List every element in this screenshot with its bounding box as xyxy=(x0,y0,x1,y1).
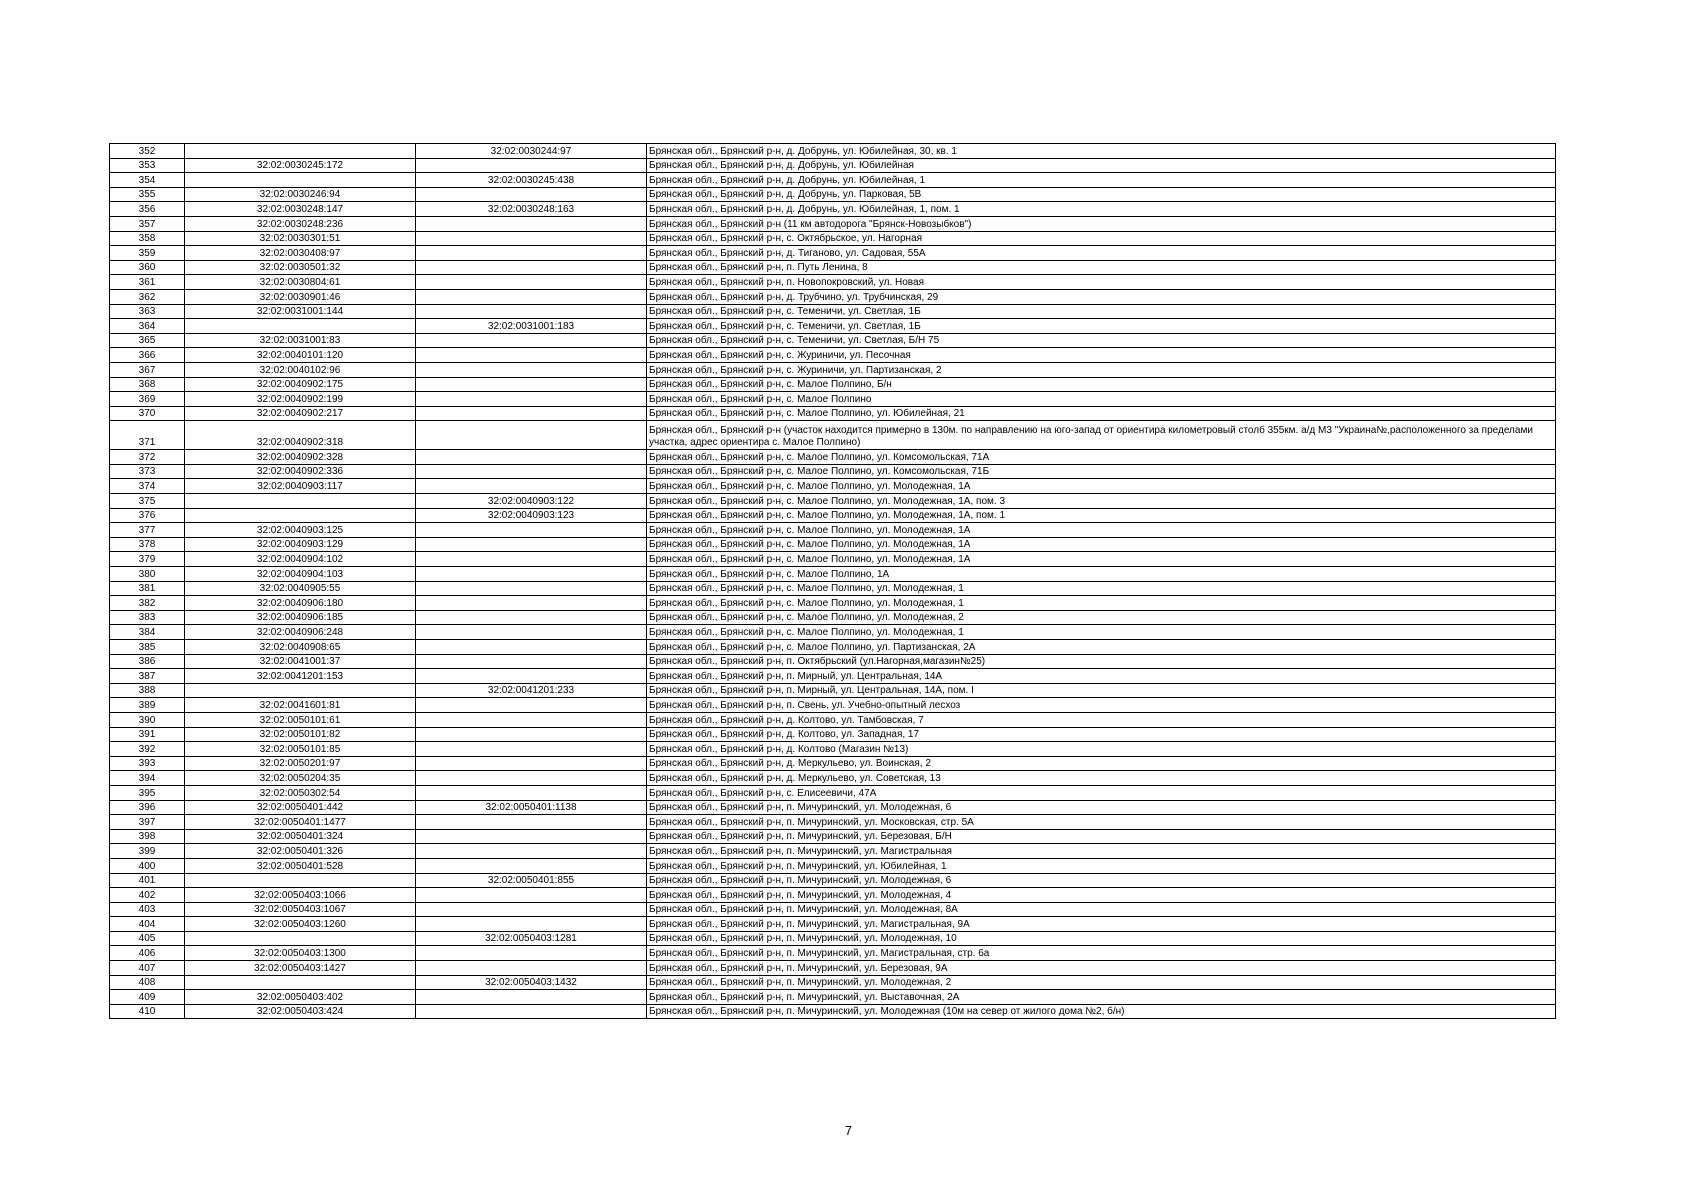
address-cell: Брянская обл., Брянский р-н, п. Мичуринский, ул. Магистральная xyxy=(647,844,1556,859)
table-row xyxy=(110,844,1556,859)
row-number-cell: 410 xyxy=(110,1004,185,1019)
address-cell: Брянская обл., Брянский р-н, с. Малое Полпино, ул. Молодежная, 1А, пом. 1 xyxy=(647,508,1556,523)
row-number-cell: 360 xyxy=(110,260,185,275)
table-row xyxy=(110,552,1556,567)
building-cadastral-number-cell xyxy=(416,260,647,275)
address-cell: Брянская обл., Брянский р-н, с. Октябрьское, ул. Нагорная xyxy=(647,231,1556,246)
land-cadastral-number-cell xyxy=(185,931,416,946)
address-cell: Брянская обл., Брянский р-н, п. Мичуринский, ул. Молодежная, 2 xyxy=(647,975,1556,990)
table-row xyxy=(110,523,1556,538)
table-row xyxy=(110,464,1556,479)
row-number-cell: 356 xyxy=(110,202,185,217)
table-row xyxy=(110,406,1556,421)
building-cadastral-number-cell xyxy=(416,246,647,261)
address-cell: Брянская обл., Брянский р-н, с. Малое Полпино, ул. Комсомольская, 71Б xyxy=(647,464,1556,479)
table-row xyxy=(110,727,1556,742)
row-number-cell: 382 xyxy=(110,596,185,611)
land-cadastral-number-cell: 32:02:0050401:1477 xyxy=(185,815,416,830)
land-cadastral-number-cell: 32:02:0050403:1427 xyxy=(185,961,416,976)
address-cell: Брянская обл., Брянский р-н, с. Малое Полпино, ул. Молодежная, 1А xyxy=(647,523,1556,538)
row-number-cell: 385 xyxy=(110,640,185,655)
table-row xyxy=(110,450,1556,465)
row-number-cell: 388 xyxy=(110,683,185,698)
address-cell: Брянская обл., Брянский р-н, с. Малое Полпино, 1А xyxy=(647,567,1556,582)
address-cell: Брянская обл., Брянский р-н, п. Мичуринский, ул. Выставочная, 2А xyxy=(647,990,1556,1005)
address-cell: Брянская обл., Брянский р-н, п. Мичуринский, ул. Молодежная, 8А xyxy=(647,902,1556,917)
row-number-cell: 380 xyxy=(110,567,185,582)
building-cadastral-number-cell: 32:02:0030244:97 xyxy=(416,144,647,159)
address-cell: Брянская обл., Брянский р-н, с. Малое Полпино, ул. Партизанская, 2А xyxy=(647,640,1556,655)
table-row xyxy=(110,873,1556,888)
address-cell: Брянская обл., Брянский р-н, с. Журиничи, ул. Партизанская, 2 xyxy=(647,362,1556,377)
row-number-cell: 374 xyxy=(110,479,185,494)
row-number-cell: 392 xyxy=(110,742,185,757)
building-cadastral-number-cell xyxy=(416,348,647,363)
address-cell: Брянская обл., Брянский р-н, п. Мирный, ул. Центральная, 14А xyxy=(647,669,1556,684)
address-cell: Брянская обл., Брянский р-н, п. Мичуринский, ул. Березовая, 9А xyxy=(647,961,1556,976)
land-cadastral-number-cell: 32:02:0030408:97 xyxy=(185,246,416,261)
land-cadastral-number-cell: 32:02:0030245:172 xyxy=(185,158,416,173)
building-cadastral-number-cell xyxy=(416,858,647,873)
row-number-cell: 378 xyxy=(110,537,185,552)
land-cadastral-number-cell: 32:02:0050101:61 xyxy=(185,712,416,727)
table-row xyxy=(110,508,1556,523)
building-cadastral-number-cell xyxy=(416,990,647,1005)
address-cell: Брянская обл., Брянский р-н, д. Колтово, ул. Западная, 17 xyxy=(647,727,1556,742)
building-cadastral-number-cell: 32:02:0050403:1281 xyxy=(416,931,647,946)
table-row xyxy=(110,669,1556,684)
building-cadastral-number-cell xyxy=(416,304,647,319)
address-cell: Брянская обл., Брянский р-н, с. Теменичи, ул. Светлая, 1Б xyxy=(647,304,1556,319)
row-number-cell: 368 xyxy=(110,377,185,392)
row-number-cell: 386 xyxy=(110,654,185,669)
address-cell: Брянская обл., Брянский р-н, с. Малое Полпино xyxy=(647,392,1556,407)
table-row xyxy=(110,173,1556,188)
building-cadastral-number-cell: 32:02:0030248:163 xyxy=(416,202,647,217)
address-cell: Брянская обл., Брянский р-н, п. Мичуринский, ул. Молодежная (10м на север от жилого дома №2, б/н) xyxy=(647,1004,1556,1019)
row-number-cell: 381 xyxy=(110,581,185,596)
land-cadastral-number-cell: 32:02:0030246:94 xyxy=(185,187,416,202)
address-cell: Брянская обл., Брянский р-н, п. Октябрьский (ул.Нагорная,магазин№25) xyxy=(647,654,1556,669)
address-cell: Брянская обл., Брянский р-н, д. Колтово, ул. Тамбовская, 7 xyxy=(647,712,1556,727)
building-cadastral-number-cell xyxy=(416,362,647,377)
table-row xyxy=(110,362,1556,377)
table-row xyxy=(110,931,1556,946)
row-number-cell: 390 xyxy=(110,712,185,727)
address-cell: Брянская обл., Брянский р-н (11 км автодорога "Брянск-Новозыбков") xyxy=(647,216,1556,231)
row-number-cell: 391 xyxy=(110,727,185,742)
land-cadastral-number-cell: 32:02:0040102:96 xyxy=(185,362,416,377)
building-cadastral-number-cell: 32:02:0041201:233 xyxy=(416,683,647,698)
address-cell: Брянская обл., Брянский р-н, п. Путь Ленина, 8 xyxy=(647,260,1556,275)
building-cadastral-number-cell xyxy=(416,961,647,976)
building-cadastral-number-cell xyxy=(416,946,647,961)
address-cell: Брянская обл., Брянский р-н, с. Малое Полпино, ул. Молодежная, 1 xyxy=(647,581,1556,596)
table-row xyxy=(110,975,1556,990)
row-number-cell: 357 xyxy=(110,216,185,231)
building-cadastral-number-cell xyxy=(416,698,647,713)
table-row xyxy=(110,289,1556,304)
table-row xyxy=(110,654,1556,669)
building-cadastral-number-cell xyxy=(416,902,647,917)
page-number: 7 xyxy=(844,1123,853,1138)
building-cadastral-number-cell xyxy=(416,421,647,450)
land-cadastral-number-cell: 32:02:0050403:424 xyxy=(185,1004,416,1019)
building-cadastral-number-cell xyxy=(416,669,647,684)
land-cadastral-number-cell: 32:02:0030501:32 xyxy=(185,260,416,275)
building-cadastral-number-cell: 32:02:0031001:183 xyxy=(416,319,647,334)
land-cadastral-number-cell xyxy=(185,508,416,523)
row-number-cell: 376 xyxy=(110,508,185,523)
row-number-cell: 367 xyxy=(110,362,185,377)
row-number-cell: 394 xyxy=(110,771,185,786)
table-row xyxy=(110,319,1556,334)
land-cadastral-number-cell: 32:02:0050101:85 xyxy=(185,742,416,757)
row-number-cell: 383 xyxy=(110,610,185,625)
address-cell: Брянская обл., Брянский р-н, с. Малое Полпино, Б/н xyxy=(647,377,1556,392)
land-cadastral-number-cell: 32:02:0050403:402 xyxy=(185,990,416,1005)
table-row xyxy=(110,756,1556,771)
building-cadastral-number-cell xyxy=(416,450,647,465)
land-cadastral-number-cell: 32:02:0040101:120 xyxy=(185,348,416,363)
land-cadastral-number-cell: 32:02:0041201:153 xyxy=(185,669,416,684)
table-row xyxy=(110,683,1556,698)
land-cadastral-number-cell: 32:02:0031001:144 xyxy=(185,304,416,319)
address-cell: Брянская обл., Брянский р-н, д. Добрунь, ул. Юбилейная xyxy=(647,158,1556,173)
building-cadastral-number-cell: 32:02:0050403:1432 xyxy=(416,975,647,990)
address-cell: Брянская обл., Брянский р-н, с. Теменичи, ул. Светлая, 1Б xyxy=(647,319,1556,334)
table-row xyxy=(110,231,1556,246)
table-row xyxy=(110,815,1556,830)
land-cadastral-number-cell: 32:02:0040902:318 xyxy=(185,421,416,450)
row-number-cell: 409 xyxy=(110,990,185,1005)
address-cell: Брянская обл., Брянский р-н, п. Мичуринский, ул. Молодежная, 6 xyxy=(647,800,1556,815)
building-cadastral-number-cell xyxy=(416,771,647,786)
land-cadastral-number-cell: 32:02:0040902:336 xyxy=(185,464,416,479)
row-number-cell: 389 xyxy=(110,698,185,713)
land-cadastral-number-cell: 32:02:0040906:180 xyxy=(185,596,416,611)
table-row xyxy=(110,990,1556,1005)
address-cell: Брянская обл., Брянский р-н, п. Мирный, ул. Центральная, 14А, пом. I xyxy=(647,683,1556,698)
address-cell: Брянская обл., Брянский р-н, с. Малое Полпино, ул. Молодежная, 1А xyxy=(647,479,1556,494)
table-row xyxy=(110,421,1556,450)
land-cadastral-number-cell: 32:02:0050403:1066 xyxy=(185,888,416,903)
address-cell: Брянская обл., Брянский р-н, с. Малое Полпино, ул. Молодежная, 1 xyxy=(647,596,1556,611)
address-cell: Брянская обл., Брянский р-н, д. Меркульево, ул. Воинская, 2 xyxy=(647,756,1556,771)
land-cadastral-number-cell xyxy=(185,494,416,509)
table-row xyxy=(110,1004,1556,1019)
row-number-cell: 366 xyxy=(110,348,185,363)
building-cadastral-number-cell xyxy=(416,596,647,611)
building-cadastral-number-cell xyxy=(416,289,647,304)
address-cell: Брянская обл., Брянский р-н, д. Добрунь, ул. Юбилейная, 1 xyxy=(647,173,1556,188)
land-cadastral-number-cell xyxy=(185,975,416,990)
row-number-cell: 371 xyxy=(110,421,185,450)
row-number-cell: 402 xyxy=(110,888,185,903)
building-cadastral-number-cell: 32:02:0050401:855 xyxy=(416,873,647,888)
building-cadastral-number-cell xyxy=(416,742,647,757)
building-cadastral-number-cell xyxy=(416,756,647,771)
building-cadastral-number-cell xyxy=(416,275,647,290)
table-row xyxy=(110,888,1556,903)
table-row xyxy=(110,144,1556,159)
address-cell: Брянская обл., Брянский р-н, п. Мичуринский, ул. Молодежная, 4 xyxy=(647,888,1556,903)
building-cadastral-number-cell xyxy=(416,815,647,830)
row-number-cell: 359 xyxy=(110,246,185,261)
land-cadastral-number-cell: 32:02:0041601:81 xyxy=(185,698,416,713)
table-row xyxy=(110,202,1556,217)
table-row xyxy=(110,479,1556,494)
address-cell: Брянская обл., Брянский р-н (участок находится примерно в 130м. по направлению на юго-запад от ориентира километровый столб 355км. а/д М3 "Украина№,расположенного за пределами участка, адрес ориентира с. Малое Полпино) xyxy=(647,421,1556,450)
land-cadastral-number-cell: 32:02:0040902:328 xyxy=(185,450,416,465)
building-cadastral-number-cell xyxy=(416,552,647,567)
building-cadastral-number-cell xyxy=(416,625,647,640)
row-number-cell: 375 xyxy=(110,494,185,509)
address-cell: Брянская обл., Брянский р-н, с. Елисеевичи, 47А xyxy=(647,785,1556,800)
row-number-cell: 377 xyxy=(110,523,185,538)
land-cadastral-number-cell: 32:02:0030248:147 xyxy=(185,202,416,217)
row-number-cell: 363 xyxy=(110,304,185,319)
building-cadastral-number-cell xyxy=(416,479,647,494)
building-cadastral-number-cell xyxy=(416,654,647,669)
row-number-cell: 396 xyxy=(110,800,185,815)
row-number-cell: 355 xyxy=(110,187,185,202)
row-number-cell: 387 xyxy=(110,669,185,684)
address-cell: Брянская обл., Брянский р-н, с. Малое Полпино, ул. Молодежная, 1А xyxy=(647,552,1556,567)
land-cadastral-number-cell: 32:02:0030901:46 xyxy=(185,289,416,304)
address-cell: Брянская обл., Брянский р-н, п. Мичуринский, ул. Березовая, Б/Н xyxy=(647,829,1556,844)
land-cadastral-number-cell: 32:02:0040904:103 xyxy=(185,567,416,582)
building-cadastral-number-cell xyxy=(416,844,647,859)
land-cadastral-number-cell: 32:02:0030301:51 xyxy=(185,231,416,246)
row-number-cell: 408 xyxy=(110,975,185,990)
address-cell: Брянская обл., Брянский р-н, с. Журиничи, ул. Песочная xyxy=(647,348,1556,363)
row-number-cell: 398 xyxy=(110,829,185,844)
land-cadastral-number-cell: 32:02:0050204:35 xyxy=(185,771,416,786)
address-cell: Брянская обл., Брянский р-н, п. Новопокровский, ул. Новая xyxy=(647,275,1556,290)
address-cell: Брянская обл., Брянский р-н, д. Колтово (Магазин №13) xyxy=(647,742,1556,757)
land-cadastral-number-cell xyxy=(185,319,416,334)
address-cell: Брянская обл., Брянский р-н, д. Трубчино, ул. Трубчинская, 29 xyxy=(647,289,1556,304)
building-cadastral-number-cell xyxy=(416,333,647,348)
row-number-cell: 395 xyxy=(110,785,185,800)
building-cadastral-number-cell xyxy=(416,785,647,800)
building-cadastral-number-cell: 32:02:0040903:122 xyxy=(416,494,647,509)
building-cadastral-number-cell xyxy=(416,712,647,727)
row-number-cell: 393 xyxy=(110,756,185,771)
row-number-cell: 370 xyxy=(110,406,185,421)
address-cell: Брянская обл., Брянский р-н, п. Мичуринский, ул. Молодежная, 10 xyxy=(647,931,1556,946)
land-cadastral-number-cell: 32:02:0031001:83 xyxy=(185,333,416,348)
table-row xyxy=(110,625,1556,640)
land-cadastral-number-cell: 32:02:0030804:61 xyxy=(185,275,416,290)
table-row xyxy=(110,581,1556,596)
building-cadastral-number-cell xyxy=(416,406,647,421)
row-number-cell: 407 xyxy=(110,961,185,976)
land-cadastral-number-cell: 32:02:0041001:37 xyxy=(185,654,416,669)
row-number-cell: 399 xyxy=(110,844,185,859)
address-cell: Брянская обл., Брянский р-н, д. Тиганово, ул. Садовая, 55А xyxy=(647,246,1556,261)
land-cadastral-number-cell: 32:02:0050401:442 xyxy=(185,800,416,815)
building-cadastral-number-cell xyxy=(416,567,647,582)
building-cadastral-number-cell xyxy=(416,917,647,932)
land-cadastral-number-cell: 32:02:0050403:1067 xyxy=(185,902,416,917)
row-number-cell: 379 xyxy=(110,552,185,567)
table-row xyxy=(110,858,1556,873)
table-row xyxy=(110,246,1556,261)
land-cadastral-number-cell: 32:02:0040906:248 xyxy=(185,625,416,640)
row-number-cell: 369 xyxy=(110,392,185,407)
table-row xyxy=(110,800,1556,815)
land-cadastral-number-cell: 32:02:0050401:326 xyxy=(185,844,416,859)
land-cadastral-number-cell: 32:02:0040904:102 xyxy=(185,552,416,567)
address-cell: Брянская обл., Брянский р-н, д. Добрунь, ул. Парковая, 5В xyxy=(647,187,1556,202)
building-cadastral-number-cell xyxy=(416,640,647,655)
address-cell: Брянская обл., Брянский р-н, с. Малое Полпино, ул. Молодежная, 1 xyxy=(647,625,1556,640)
row-number-cell: 364 xyxy=(110,319,185,334)
address-cell: Брянская обл., Брянский р-н, с. Теменичи, ул. Светлая, Б/Н 75 xyxy=(647,333,1556,348)
row-number-cell: 384 xyxy=(110,625,185,640)
land-cadastral-number-cell: 32:02:0050403:1260 xyxy=(185,917,416,932)
address-cell: Брянская обл., Брянский р-н, с. Малое Полпино, ул. Комсомольская, 71А xyxy=(647,450,1556,465)
building-cadastral-number-cell xyxy=(416,888,647,903)
building-cadastral-number-cell xyxy=(416,523,647,538)
row-number-cell: 406 xyxy=(110,946,185,961)
table-row xyxy=(110,902,1556,917)
address-cell: Брянская обл., Брянский р-н, с. Малое Полпино, ул. Молодежная, 1А, пом. 3 xyxy=(647,494,1556,509)
table-row xyxy=(110,698,1556,713)
land-cadastral-number-cell: 32:02:0030248:236 xyxy=(185,216,416,231)
row-number-cell: 358 xyxy=(110,231,185,246)
building-cadastral-number-cell xyxy=(416,727,647,742)
table-row xyxy=(110,640,1556,655)
table-row xyxy=(110,260,1556,275)
table-row xyxy=(110,333,1556,348)
table-row xyxy=(110,712,1556,727)
address-cell: Брянская обл., Брянский р-н, д. Добрунь, ул. Юбилейная, 30, кв. 1 xyxy=(647,144,1556,159)
land-cadastral-number-cell: 32:02:0040903:129 xyxy=(185,537,416,552)
land-cadastral-number-cell: 32:02:0050302:54 xyxy=(185,785,416,800)
property-table xyxy=(109,143,1556,1019)
land-cadastral-number-cell: 32:02:0040906:185 xyxy=(185,610,416,625)
table-row xyxy=(110,610,1556,625)
building-cadastral-number-cell xyxy=(416,829,647,844)
table-row xyxy=(110,494,1556,509)
table-row xyxy=(110,537,1556,552)
table-row xyxy=(110,567,1556,582)
land-cadastral-number-cell: 32:02:0050101:82 xyxy=(185,727,416,742)
building-cadastral-number-cell xyxy=(416,1004,647,1019)
row-number-cell: 362 xyxy=(110,289,185,304)
building-cadastral-number-cell: 32:02:0040903:123 xyxy=(416,508,647,523)
table-row xyxy=(110,392,1556,407)
table-row xyxy=(110,377,1556,392)
address-cell: Брянская обл., Брянский р-н, с. Малое Полпино, ул. Юбилейная, 21 xyxy=(647,406,1556,421)
address-cell: Брянская обл., Брянский р-н, д. Меркульево, ул. Советская, 13 xyxy=(647,771,1556,786)
building-cadastral-number-cell xyxy=(416,610,647,625)
building-cadastral-number-cell xyxy=(416,464,647,479)
address-cell: Брянская обл., Брянский р-н, д. Добрунь, ул. Юбилейная, 1, пом. 1 xyxy=(647,202,1556,217)
building-cadastral-number-cell xyxy=(416,377,647,392)
row-number-cell: 361 xyxy=(110,275,185,290)
land-cadastral-number-cell: 32:02:0050401:528 xyxy=(185,858,416,873)
table-row xyxy=(110,304,1556,319)
land-cadastral-number-cell: 32:02:0040902:199 xyxy=(185,392,416,407)
row-number-cell: 365 xyxy=(110,333,185,348)
building-cadastral-number-cell xyxy=(416,231,647,246)
row-number-cell: 373 xyxy=(110,464,185,479)
building-cadastral-number-cell xyxy=(416,537,647,552)
address-cell: Брянская обл., Брянский р-н, с. Малое Полпино, ул. Молодежная, 1А xyxy=(647,537,1556,552)
land-cadastral-number-cell: 32:02:0040902:217 xyxy=(185,406,416,421)
land-cadastral-number-cell xyxy=(185,173,416,188)
land-cadastral-number-cell: 32:02:0050201:97 xyxy=(185,756,416,771)
row-number-cell: 403 xyxy=(110,902,185,917)
land-cadastral-number-cell xyxy=(185,873,416,888)
address-cell: Брянская обл., Брянский р-н, п. Свень, ул. Учебно-опытный лесхоз xyxy=(647,698,1556,713)
address-cell: Брянская обл., Брянский р-н, п. Мичуринский, ул. Юбилейная, 1 xyxy=(647,858,1556,873)
land-cadastral-number-cell xyxy=(185,144,416,159)
address-cell: Брянская обл., Брянский р-н, п. Мичуринский, ул. Молодежная, 6 xyxy=(647,873,1556,888)
land-cadastral-number-cell: 32:02:0040903:125 xyxy=(185,523,416,538)
table-row xyxy=(110,771,1556,786)
land-cadastral-number-cell: 32:02:0050403:1300 xyxy=(185,946,416,961)
row-number-cell: 352 xyxy=(110,144,185,159)
building-cadastral-number-cell xyxy=(416,187,647,202)
row-number-cell: 404 xyxy=(110,917,185,932)
table-row xyxy=(110,216,1556,231)
land-cadastral-number-cell: 32:02:0040905:55 xyxy=(185,581,416,596)
row-number-cell: 400 xyxy=(110,858,185,873)
table-row xyxy=(110,946,1556,961)
land-cadastral-number-cell: 32:02:0050401:324 xyxy=(185,829,416,844)
building-cadastral-number-cell: 32:02:0050401:1138 xyxy=(416,800,647,815)
land-cadastral-number-cell xyxy=(185,683,416,698)
land-cadastral-number-cell: 32:02:0040908:65 xyxy=(185,640,416,655)
building-cadastral-number-cell xyxy=(416,158,647,173)
address-cell: Брянская обл., Брянский р-н, п. Мичуринский, ул. Московская, стр. 5А xyxy=(647,815,1556,830)
table-row xyxy=(110,961,1556,976)
table-row xyxy=(110,829,1556,844)
table-row xyxy=(110,158,1556,173)
building-cadastral-number-cell: 32:02:0030245:438 xyxy=(416,173,647,188)
table-body xyxy=(110,144,1556,1019)
building-cadastral-number-cell xyxy=(416,581,647,596)
row-number-cell: 405 xyxy=(110,931,185,946)
land-cadastral-number-cell: 32:02:0040903:117 xyxy=(185,479,416,494)
row-number-cell: 353 xyxy=(110,158,185,173)
row-number-cell: 401 xyxy=(110,873,185,888)
table-row xyxy=(110,187,1556,202)
address-cell: Брянская обл., Брянский р-н, п. Мичуринский, ул. Магистральная, стр. 6а xyxy=(647,946,1556,961)
table-row xyxy=(110,917,1556,932)
table-row xyxy=(110,785,1556,800)
row-number-cell: 354 xyxy=(110,173,185,188)
table-row xyxy=(110,742,1556,757)
table-row xyxy=(110,348,1556,363)
table-row xyxy=(110,275,1556,290)
address-cell: Брянская обл., Брянский р-н, с. Малое Полпино, ул. Молодежная, 2 xyxy=(647,610,1556,625)
row-number-cell: 372 xyxy=(110,450,185,465)
land-cadastral-number-cell: 32:02:0040902:175 xyxy=(185,377,416,392)
address-cell: Брянская обл., Брянский р-н, п. Мичуринский, ул. Магистральная, 9А xyxy=(647,917,1556,932)
table-row xyxy=(110,596,1556,611)
building-cadastral-number-cell xyxy=(416,392,647,407)
row-number-cell: 397 xyxy=(110,815,185,830)
building-cadastral-number-cell xyxy=(416,216,647,231)
